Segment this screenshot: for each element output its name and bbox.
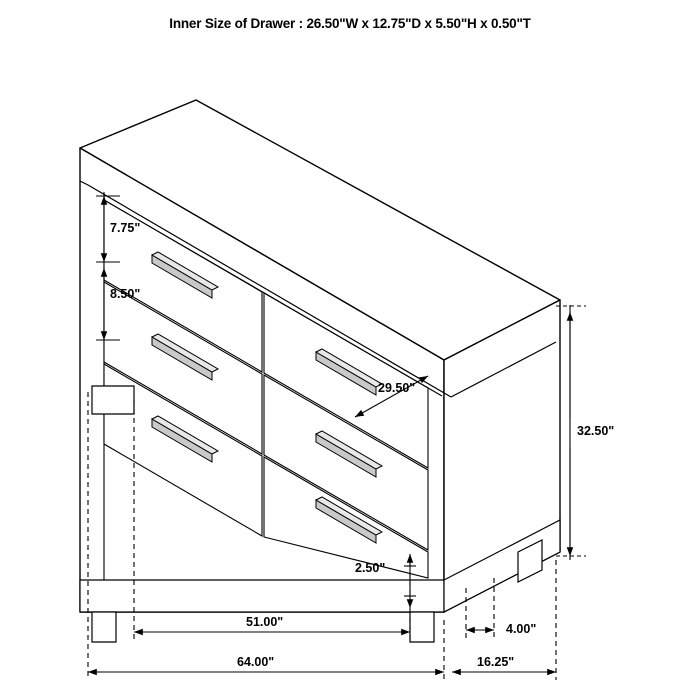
dimension-label-depth: 29.50" — [378, 381, 416, 395]
dimension-label-side-depth: 16.25" — [477, 655, 515, 669]
dimension-label-drawer-front-width: 51.00" — [246, 615, 284, 629]
dimension-label-overall-height: 32.50" — [577, 424, 615, 438]
leg-front-left — [92, 612, 116, 642]
base-rail — [80, 580, 444, 612]
dimension-label-second-drawer-height: 8.50" — [110, 287, 141, 301]
left-base-block — [92, 386, 134, 414]
dimension-label-leg-height: 4.00" — [506, 622, 537, 636]
dimension-label-top-drawer-height: 7.75" — [110, 221, 141, 235]
dimension-label-overall-width: 64.00" — [237, 655, 275, 669]
dimension-label-base-clearance: 2.50" — [355, 561, 386, 575]
leg-front-right — [410, 612, 434, 642]
page-title: Inner Size of Drawer : 26.50"W x 12.75"D x 5.50"H x 0.50"T — [169, 16, 531, 31]
